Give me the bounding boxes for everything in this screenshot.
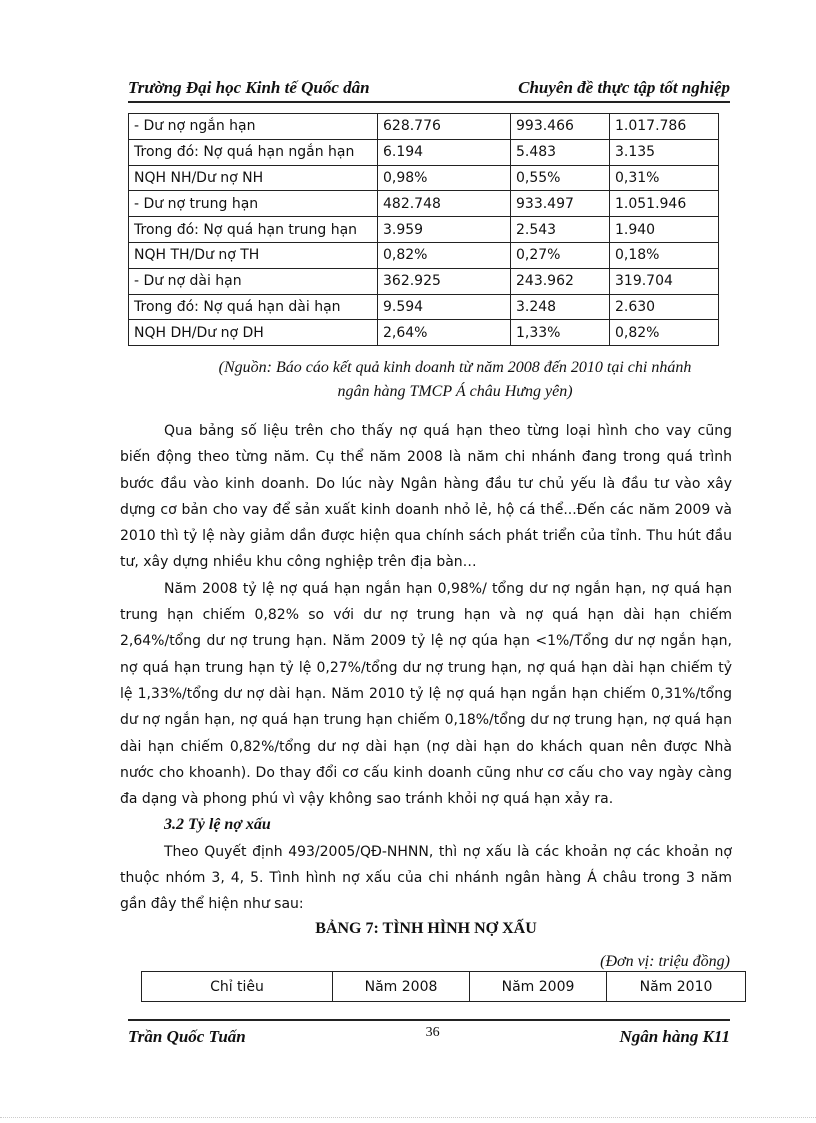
value-cell: 362.925	[378, 268, 511, 294]
table-row	[129, 165, 719, 191]
page-footer	[128, 1019, 730, 1047]
paragraph-bad-debt-definition: Theo Quyết định 493/2005/QĐ-NHNN, thì nợ xấu là các khoản nợ các khoản nợ thuộc nhóm 3, 4, 5. Tình hình nợ xấu của chi nhánh ngân hàng Á châu trong 3 năm gần đây thể hiện như sau:	[120, 843, 732, 913]
value-cell: 0,82%	[610, 320, 719, 346]
table-row	[129, 242, 719, 268]
table-row	[129, 320, 719, 346]
table-row	[129, 139, 719, 165]
body-text	[120, 418, 732, 918]
value-cell: 1.017.786	[610, 114, 719, 140]
bad-debt-table	[141, 971, 746, 1002]
value-cell: 6.194	[378, 139, 511, 165]
row-label-cell: NQH NH/Dư nợ NH	[129, 165, 378, 191]
paragraph-analysis: Qua bảng số liệu trên cho thấy nợ quá hạn theo từng loại hình cho vay cũng biến động theo từng năm. Cụ thể năm 2008 là năm chi nhánh đang trong quá trình bước đầu vào kinh doanh. Do lúc này Ngân hàng đầu tư chủ yếu là đầu tư vào xây dựng cơ bản cho vay để sản xuất kinh doanh nhỏ lẻ, hộ cá thể...Đến các năm 2009 và 2010 thì tỷ lệ này giảm dần được hiện qua chính sách phát triển của tỉnh. Thu hút đầu tư, xây dựng nhiều khu công nghiệp trên địa bàn…	[120, 423, 732, 571]
value-cell: 993.466	[511, 114, 610, 140]
row-label-cell: Trong đó: Nợ quá hạn ngắn hạn	[129, 139, 378, 165]
value-cell: 0,98%	[378, 165, 511, 191]
row-label-cell: Trong đó: Nợ quá hạn trung hạn	[129, 217, 378, 243]
value-cell: 0,27%	[511, 242, 610, 268]
overdue-debt-table	[128, 113, 719, 346]
value-cell: 5.483	[511, 139, 610, 165]
table-source-note	[150, 356, 760, 404]
table-row	[129, 114, 719, 140]
unit-note: (Đơn vị: triệu đồng)	[600, 953, 730, 970]
table-row	[129, 294, 719, 320]
value-cell: 0,82%	[378, 242, 511, 268]
page-number: 36	[425, 1025, 440, 1040]
row-label-cell: Trong đó: Nợ quá hạn dài hạn	[129, 294, 378, 320]
table-header-row	[142, 972, 746, 1002]
value-cell: 3.135	[610, 139, 719, 165]
value-cell: 2,64%	[378, 320, 511, 346]
table-row	[129, 191, 719, 217]
page-header	[128, 72, 730, 103]
value-cell: 0,55%	[511, 165, 610, 191]
value-cell: 3.959	[378, 217, 511, 243]
section-heading: 3.2 Tỷ lệ nợ xấu	[164, 816, 271, 834]
header-school: Trường Đại học Kinh tế Quốc dân	[128, 78, 370, 97]
value-cell: 933.497	[511, 191, 610, 217]
value-cell: 482.748	[378, 191, 511, 217]
footer-author: Trần Quốc Tuấn	[128, 1027, 246, 1046]
header-cell-2009: Năm 2009	[470, 972, 607, 1002]
header-cell-2008: Năm 2008	[333, 972, 470, 1002]
value-cell: 0,18%	[610, 242, 719, 268]
header-cell-2010: Năm 2010	[607, 972, 746, 1002]
value-cell: 9.594	[378, 294, 511, 320]
table-row	[129, 268, 719, 294]
row-label-cell: NQH TH/Dư nợ TH	[129, 242, 378, 268]
paragraph-ratios: Năm 2008 tỷ lệ nợ quá hạn ngắn hạn 0,98%/ tổng dư nợ ngắn hạn, nợ quá hạn trung hạn chiếm 0,82% so với dư nợ trung hạn và nợ quá hạn dài hạn chiếm 2,64%/tổng dư nợ trung hạn. Năm 2009 tỷ lệ nợ qúa hạn <1%/Tổng dư nợ ngắn hạn, nợ quá hạn trung hạn tỷ lệ 0,27%/tổng dư nợ trung hạn, nợ quá hạn dài hạn chiếm tỷ lệ 1,33%/tổng dư nợ dài hạn. Năm 2010 tỷ lệ nợ quá hạn ngắn hạn chiếm 0,31%/tổng dư nợ ngắn hạn, nợ quá hạn trung hạn chiếm 0,18%/tổng dư nợ trung hạn, nợ quá hạn dài hạn chiếm 0,82%/tổng dư nợ dài hạn (nợ dài hạn do khách quan nên được Nhà nước cho khoanh). Do thay đổi cơ cấu kinh doanh cũng như cơ cấu cho vay ngày càng đa dạng và phong phú vì vậy không sao tránh khỏi nợ quá hạn xảy ra.	[120, 580, 732, 808]
value-cell: 2.543	[511, 217, 610, 243]
footer-class: Ngân hàng K11	[619, 1027, 730, 1046]
page-edge-divider	[0, 1117, 816, 1118]
table-7-title: BẢNG 7: TÌNH HÌNH NỢ XẤU	[315, 920, 537, 937]
header-cell-indicator: Chỉ tiêu	[142, 972, 333, 1002]
value-cell: 319.704	[610, 268, 719, 294]
value-cell: 243.962	[511, 268, 610, 294]
value-cell: 1,33%	[511, 320, 610, 346]
header-report-title: Chuyên đề thực tập tốt nghiệp	[518, 78, 730, 97]
table-row	[129, 217, 719, 243]
row-label-cell: - Dư nợ trung hạn	[129, 191, 378, 217]
value-cell: 628.776	[378, 114, 511, 140]
value-cell: 3.248	[511, 294, 610, 320]
row-label-cell: NQH DH/Dư nợ DH	[129, 320, 378, 346]
source-line-1: (Nguồn: Báo cáo kết quả kinh doanh từ năm 2008 đến 2010 tại chi nhánh	[218, 359, 692, 376]
row-label-cell: - Dư nợ ngắn hạn	[129, 114, 378, 140]
row-label-cell: - Dư nợ dài hạn	[129, 268, 378, 294]
value-cell: 2.630	[610, 294, 719, 320]
value-cell: 0,31%	[610, 165, 719, 191]
source-line-2: ngân hàng TMCP Á châu Hưng yên)	[337, 383, 573, 400]
value-cell: 1.940	[610, 217, 719, 243]
value-cell: 1.051.946	[610, 191, 719, 217]
